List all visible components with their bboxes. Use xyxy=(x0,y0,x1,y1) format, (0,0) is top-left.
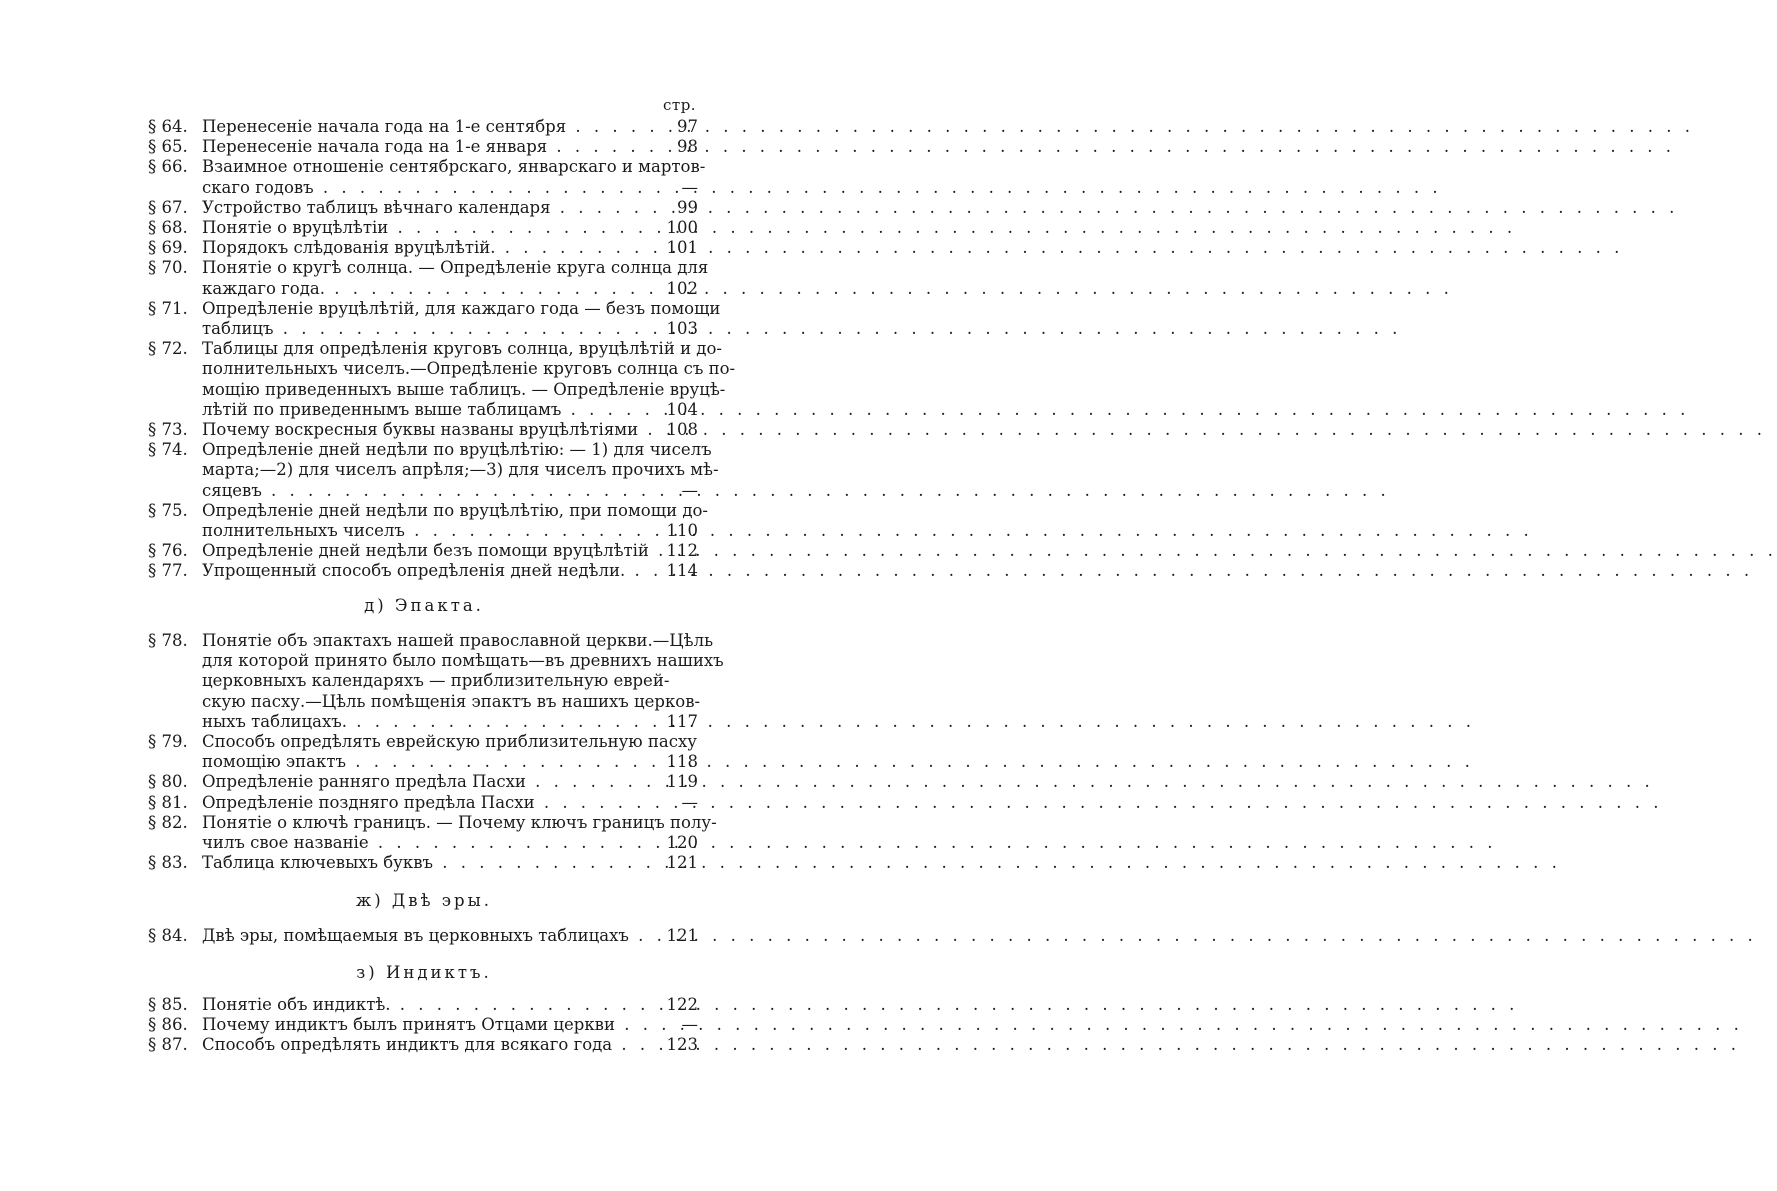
toc-entry xyxy=(148,995,700,1015)
entry-title xyxy=(202,440,719,501)
entry-title xyxy=(202,926,656,946)
entry-page-number: 122 xyxy=(666,995,698,1014)
toc-entry xyxy=(148,238,700,258)
entry-title-line: Опредѣленіе поздняго предѣла Пасхи . . . xyxy=(202,793,656,813)
entry-title-line: чилъ свое названіе . . . xyxy=(202,833,656,853)
entry-page-number: 98 xyxy=(677,137,698,157)
toc-entry xyxy=(148,137,700,157)
entry-page-number: 110 xyxy=(666,521,698,541)
entry-title-line: полнительныхъ чиселъ . . . xyxy=(202,521,656,541)
entry-title-line: сяцевъ . . . xyxy=(202,481,656,501)
toc-entry xyxy=(148,500,708,541)
section-heading-indiction: з) Индиктъ. xyxy=(356,963,492,982)
entry-title xyxy=(202,772,656,792)
entry-number: § 79. xyxy=(148,732,188,752)
entry-title-line: Почему индиктъ былъ принятъ Отцами церкви . . . xyxy=(202,1015,656,1035)
entry-title xyxy=(202,1035,656,1055)
entry-number: § 69. xyxy=(148,238,188,258)
entry-number: § 77. xyxy=(148,561,188,581)
entry-title-line: Взаимное отношеніе сентябрскаго, январскаго и мартов- xyxy=(202,157,706,177)
entry-title-line: Опредѣленіе дней недѣли по вруцѣлѣтію, при помощи до- xyxy=(202,500,708,520)
entry-title-line: Двѣ эры, помѣщаемыя въ церковныхъ таблицахъ . . . xyxy=(202,926,656,946)
entry-title-line: Почему воскресныя буквы названы вруцѣлѣтіями . . . xyxy=(202,420,656,440)
entry-title-line: Перенесеніе начала года на 1-е января . . . xyxy=(202,137,656,157)
entry-title-line: Понятіе объ эпактахъ нашей православной церкви.—Цѣль xyxy=(202,631,714,650)
toc-entry xyxy=(148,258,709,298)
toc-section-two-eras xyxy=(148,926,700,946)
entry-title xyxy=(202,420,656,440)
entry-title-line: Таблицы для опредѣленія круговъ солнца, вруцѣлѣтій и до- xyxy=(202,339,722,359)
entry-page-number: — xyxy=(681,177,698,197)
entry-title-line: Опредѣленіе дней недѣли по вруцѣлѣтію: — 1) для чиселъ xyxy=(202,440,712,460)
entry-title xyxy=(202,157,706,197)
entry-number: § 66. xyxy=(148,157,188,177)
entry-title-line: Способъ опредѣлять индиктъ для всякаго года . . . xyxy=(202,1035,656,1055)
entry-page-number: 123 xyxy=(666,1035,698,1055)
entry-page-number: 121 xyxy=(666,926,698,945)
toc-entry xyxy=(148,926,700,946)
section-heading-epacta: д) Эпакта. xyxy=(364,596,484,615)
entry-number: § 85. xyxy=(148,995,188,1014)
entry-title xyxy=(202,561,656,581)
entry-number: § 75. xyxy=(148,500,188,520)
entry-page-number: — xyxy=(681,480,698,500)
entry-page-number: 121 xyxy=(666,853,698,873)
toc-entry xyxy=(148,440,719,501)
entry-title xyxy=(202,541,656,561)
entry-title-line: полнительныхъ чиселъ.—Опредѣленіе круговъ солнца съ по- xyxy=(202,359,736,379)
toc-entry xyxy=(148,218,700,238)
entry-title-line: каждаго года. . . . xyxy=(202,279,656,299)
toc-entry xyxy=(148,298,721,339)
entry-number: § 73. xyxy=(148,420,188,440)
entry-page-number: 101 xyxy=(666,238,698,258)
entry-title-line: Устройство таблицъ вѣчнаго календаря . . . xyxy=(202,198,656,218)
toc-section-indiction xyxy=(148,995,700,1056)
entry-title xyxy=(202,198,656,218)
entry-title-line: лѣтій по приведеннымъ выше таблицамъ . . . xyxy=(202,400,656,420)
entry-page-number: 104 xyxy=(666,399,698,419)
toc-entry xyxy=(148,772,700,792)
entry-number: § 65. xyxy=(148,137,188,157)
entry-title-line: Опредѣленіе дней недѣли безъ помощи вруцѣлѣтій . . . xyxy=(202,541,656,561)
entry-title-line: Понятіе о вруцѣлѣтіи . . . xyxy=(202,218,656,238)
entry-number: § 84. xyxy=(148,926,188,945)
entry-number: § 67. xyxy=(148,197,188,217)
entry-page-number: 102 xyxy=(666,278,698,298)
toc-entry xyxy=(148,198,700,218)
toc-entry xyxy=(148,812,717,853)
entry-number: § 68. xyxy=(148,218,188,238)
entry-number: § 72. xyxy=(148,339,188,359)
entry-number: § 80. xyxy=(148,772,188,792)
entry-title-line: мощію приведенныхъ выше таблицъ. — Опредѣленіе вруцѣ- xyxy=(202,379,726,399)
entry-page-number: 119 xyxy=(666,772,698,792)
entry-title-line: Порядокъ слѣдованія вруцѣлѣтій. . . . xyxy=(202,238,656,258)
entry-title xyxy=(202,137,656,157)
entry-number: § 70. xyxy=(148,258,188,278)
entry-page-number: 112 xyxy=(666,541,698,561)
entry-number: § 76. xyxy=(148,541,188,561)
toc-section-main xyxy=(148,117,736,582)
toc-entry xyxy=(148,732,700,772)
entry-title-line: Понятіе о кругѣ солнца. — Опредѣленіе круга солнца для xyxy=(202,258,709,278)
entry-title-line: Опредѣленіе ранняго предѣла Пасхи . . . xyxy=(202,772,656,792)
entry-title-line: помощію эпактъ . . . xyxy=(202,752,656,772)
page-column-header: стр. xyxy=(663,96,697,114)
entry-title xyxy=(202,117,656,137)
entry-number: § 86. xyxy=(148,1015,188,1035)
entry-number: § 87. xyxy=(148,1035,188,1055)
entry-title xyxy=(202,995,656,1015)
toc-entry xyxy=(148,631,724,732)
section-heading-two-eras: ж) Двѣ эры. xyxy=(356,891,492,910)
toc-entry xyxy=(148,420,700,440)
entry-number: § 82. xyxy=(148,812,188,832)
entry-title xyxy=(202,238,656,258)
toc-entry xyxy=(148,1015,700,1035)
toc-entry xyxy=(148,117,700,137)
toc-entry xyxy=(148,339,736,420)
entry-page-number: 108 xyxy=(666,420,698,440)
entry-page-number: 118 xyxy=(666,752,698,772)
entry-number: § 81. xyxy=(148,792,188,812)
entry-title xyxy=(202,793,656,813)
entry-title-line: для которой принято было помѣщать—въ древнихъ нашихъ xyxy=(202,651,724,671)
entry-page-number: 117 xyxy=(666,711,698,731)
entry-number: § 71. xyxy=(148,298,188,318)
entry-page-number: — xyxy=(681,792,698,812)
toc-entry xyxy=(148,157,706,197)
entry-title-line: марта;—2) для чиселъ апрѣля;—3) для чиселъ прочихъ мѣ- xyxy=(202,460,719,480)
entry-page-number: 100 xyxy=(666,218,698,238)
entry-title xyxy=(202,1015,656,1035)
toc-entry xyxy=(148,853,700,873)
entry-title-line: Способъ опредѣлять еврейскую приблизительную пасху xyxy=(202,732,697,752)
entry-title-line: скую пасху.—Цѣль помѣщенія эпактъ въ нашихъ церков- xyxy=(202,691,701,711)
entry-number: § 64. xyxy=(148,117,188,136)
entry-title-line: Перенесеніе начала года на 1-е сентября . . . xyxy=(202,117,656,137)
entry-page-number: 99 xyxy=(677,197,698,217)
entry-title-line: таблицъ . . . xyxy=(202,319,656,339)
toc-page xyxy=(0,0,840,1191)
entry-number: § 83. xyxy=(148,853,188,873)
entry-page-number: 120 xyxy=(666,833,698,853)
entry-title-line: Понятіе объ индиктѣ. . . . xyxy=(202,995,656,1015)
entry-page-number: — xyxy=(681,1015,698,1035)
entry-number: § 74. xyxy=(148,440,188,460)
entry-title xyxy=(202,853,656,873)
entry-title-line: Понятіе о ключѣ границъ. — Почему ключъ границъ полу- xyxy=(202,812,717,832)
toc-section-epacta xyxy=(148,631,724,873)
entry-title-line: церковныхъ календаряхъ — приблизительную еврей- xyxy=(202,671,670,691)
entry-title-line: скаго годовъ . . . xyxy=(202,178,656,198)
entry-title-line: Упрощенный способъ опредѣленія дней недѣли. . . . xyxy=(202,561,656,581)
entry-title-line: ныхъ таблицахъ. . . . xyxy=(202,712,656,732)
entry-title-line: Опредѣленіе вруцѣлѣтій, для каждаго года — безъ помощи xyxy=(202,298,721,318)
entry-title-line: Таблица ключевыхъ буквъ . . . xyxy=(202,853,656,873)
entry-title xyxy=(202,218,656,238)
entry-page-number: 97 xyxy=(677,117,698,136)
toc-entry xyxy=(148,793,700,813)
entry-page-number: 103 xyxy=(666,319,698,339)
toc-entry xyxy=(148,1035,700,1055)
toc-entry xyxy=(148,541,700,561)
entry-number: § 78. xyxy=(148,631,188,650)
toc-entry xyxy=(148,561,700,581)
entry-page-number: 114 xyxy=(666,561,698,581)
